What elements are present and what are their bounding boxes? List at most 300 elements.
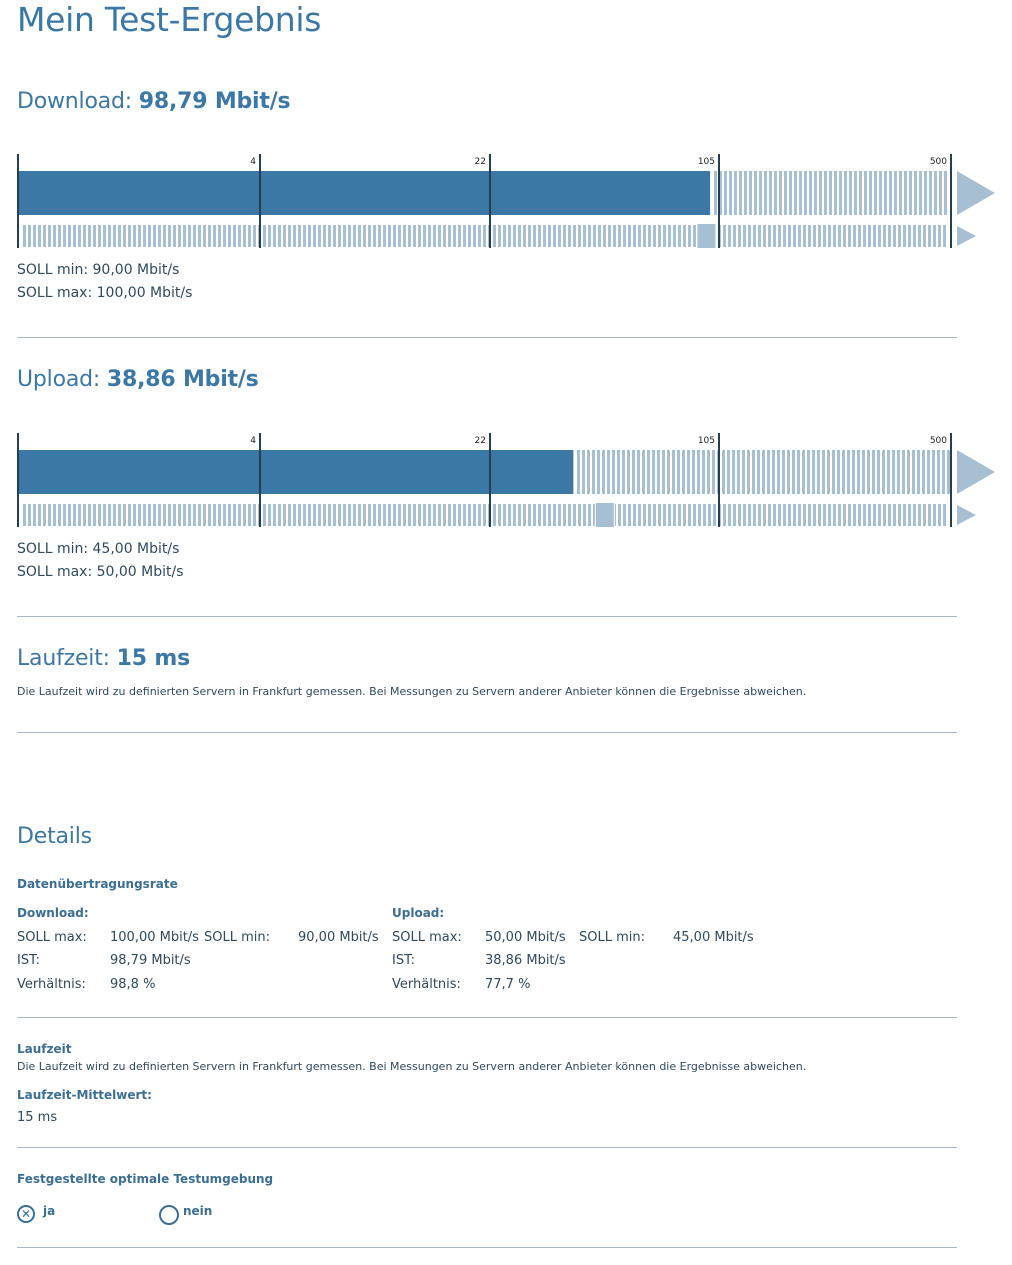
upload-track-hatch xyxy=(313,504,316,526)
download-track-hatch xyxy=(658,225,661,247)
download-tick-line xyxy=(718,154,720,248)
download-track-hatch xyxy=(748,225,751,247)
download-track-hatch xyxy=(298,225,301,247)
upload-bar-hatch xyxy=(762,450,765,494)
download-track-hatch xyxy=(878,225,881,247)
download-track-hatch xyxy=(48,225,51,247)
download-track-hatch xyxy=(548,225,551,247)
upload-track-hatch xyxy=(858,504,861,526)
download-bar-hatch xyxy=(729,171,732,215)
download-track-hatch xyxy=(603,225,606,247)
upload-bar-hatch xyxy=(772,450,775,494)
upload-track-hatch xyxy=(58,504,61,526)
download-bar-hatch xyxy=(774,171,777,215)
upload-track-hatch xyxy=(708,504,711,526)
upload-track-hatch xyxy=(918,504,921,526)
upload-track-hatch xyxy=(413,504,416,526)
upload-bar-hatch xyxy=(892,450,895,494)
upload-soll-range-marker xyxy=(596,503,614,527)
download-track-hatch xyxy=(453,225,456,247)
upload-track-hatch xyxy=(623,504,626,526)
download-track-hatch xyxy=(628,225,631,247)
download-measured-bar xyxy=(18,171,710,215)
upload-tick-label: 105 xyxy=(697,436,715,446)
upload-bar-hatch xyxy=(917,450,920,494)
download-tick-line xyxy=(950,154,952,248)
details-download-soll-max-label: SOLL max: xyxy=(17,930,87,945)
divider xyxy=(17,1247,957,1248)
download-track-hatch xyxy=(803,225,806,247)
upload-track-hatch xyxy=(543,504,546,526)
download-bar-hatch xyxy=(909,171,912,215)
download-track-hatch xyxy=(513,225,516,247)
download-bar-hatch xyxy=(854,171,857,215)
upload-gauge xyxy=(0,429,1012,534)
upload-track-hatch xyxy=(758,504,761,526)
upload-bar-hatch xyxy=(837,450,840,494)
upload-track-hatch xyxy=(433,504,436,526)
upload-tick-line xyxy=(489,433,491,527)
upload-track-hatch xyxy=(913,504,916,526)
upload-bar-hatch xyxy=(707,450,710,494)
upload-track-hatch xyxy=(273,504,276,526)
upload-bar-hatch xyxy=(692,450,695,494)
download-track-hatch xyxy=(43,225,46,247)
upload-track-hatch xyxy=(153,504,156,526)
upload-bar-hatch xyxy=(597,450,600,494)
upload-track-hatch xyxy=(468,504,471,526)
upload-track-hatch xyxy=(343,504,346,526)
download-bar-hatch xyxy=(734,171,737,215)
upload-track-hatch xyxy=(188,504,191,526)
latency-heading xyxy=(17,646,190,671)
upload-track-hatch xyxy=(778,504,781,526)
upload-track-hatch xyxy=(693,504,696,526)
download-track-hatch xyxy=(648,225,651,247)
download-track-hatch xyxy=(33,225,36,247)
download-track-hatch xyxy=(293,225,296,247)
radio-nein-circle[interactable] xyxy=(159,1205,179,1225)
download-track-hatch xyxy=(583,225,586,247)
download-track-hatch xyxy=(793,225,796,247)
radio-option-nein[interactable] xyxy=(159,1203,239,1227)
download-track-hatch xyxy=(138,225,141,247)
upload-track-hatch xyxy=(668,504,671,526)
upload-bar-hatch xyxy=(697,450,700,494)
download-track-hatch xyxy=(578,225,581,247)
download-track-hatch xyxy=(483,225,486,247)
download-track-hatch xyxy=(813,225,816,247)
download-bar-hatch xyxy=(894,171,897,215)
upload-track-hatch xyxy=(308,504,311,526)
upload-track-hatch xyxy=(438,504,441,526)
upload-label: Upload: xyxy=(17,367,101,392)
upload-track-hatch xyxy=(533,504,536,526)
download-bar-hatch xyxy=(859,171,862,215)
download-track-hatch xyxy=(558,225,561,247)
upload-tick-label: 500 xyxy=(929,436,947,446)
download-bar-hatch xyxy=(789,171,792,215)
upload-bar-hatch xyxy=(797,450,800,494)
environment-title: Festgestellte optimale Testumgebung xyxy=(17,1172,274,1186)
upload-track-hatch xyxy=(358,504,361,526)
download-track-hatch xyxy=(758,225,761,247)
upload-bar-hatch xyxy=(912,450,915,494)
download-bar-hatch xyxy=(769,171,772,215)
download-track-hatch xyxy=(873,225,876,247)
download-track-hatch xyxy=(213,225,216,247)
upload-bar-hatch xyxy=(812,450,815,494)
download-track-hatch xyxy=(163,225,166,247)
upload-bar-hatch xyxy=(887,450,890,494)
download-track-hatch xyxy=(403,225,406,247)
upload-track-hatch xyxy=(183,504,186,526)
download-track-hatch xyxy=(633,225,636,247)
download-track-hatch xyxy=(858,225,861,247)
upload-track-hatch xyxy=(843,504,846,526)
radio-option-ja[interactable] xyxy=(17,1203,97,1227)
download-track-hatch xyxy=(543,225,546,247)
download-track-hatch xyxy=(68,225,71,247)
upload-track-hatch xyxy=(903,504,906,526)
upload-track-hatch xyxy=(363,504,366,526)
upload-track-hatch xyxy=(228,504,231,526)
download-track-hatch xyxy=(808,225,811,247)
upload-bar-hatch xyxy=(602,450,605,494)
upload-track-hatch xyxy=(483,504,486,526)
upload-track-hatch xyxy=(828,504,831,526)
download-track-hatch xyxy=(883,225,886,247)
download-track-hatch xyxy=(653,225,656,247)
upload-bar-hatch xyxy=(792,450,795,494)
upload-track-hatch xyxy=(683,504,686,526)
download-track-hatch xyxy=(553,225,556,247)
upload-track-hatch xyxy=(68,504,71,526)
download-track-hatch xyxy=(323,225,326,247)
upload-bar-hatch xyxy=(902,450,905,494)
download-bar-hatch xyxy=(809,171,812,215)
page-title: Mein Test-Ergebnis xyxy=(17,0,322,39)
upload-bar-hatch xyxy=(802,450,805,494)
upload-track-hatch xyxy=(168,504,171,526)
upload-track-hatch xyxy=(748,504,751,526)
download-track-hatch xyxy=(303,225,306,247)
download-tick-label: 500 xyxy=(929,157,947,167)
download-track-hatch xyxy=(768,225,771,247)
upload-bar-hatch xyxy=(842,450,845,494)
download-track-hatch xyxy=(28,225,31,247)
download-track-hatch xyxy=(918,225,921,247)
upload-bar-hatch xyxy=(862,450,865,494)
download-track-hatch xyxy=(613,225,616,247)
details-download-soll-min: 90,00 Mbit/s xyxy=(298,930,379,945)
download-track-hatch xyxy=(123,225,126,247)
upload-bar-hatch xyxy=(807,450,810,494)
upload-track-hatch xyxy=(678,504,681,526)
download-track-hatch xyxy=(93,225,96,247)
download-bar-hatch xyxy=(814,171,817,215)
upload-track-hatch xyxy=(878,504,881,526)
upload-track-hatch xyxy=(618,504,621,526)
upload-track-hatch xyxy=(298,504,301,526)
upload-track-hatch xyxy=(883,504,886,526)
latency-label: Laufzeit: xyxy=(17,646,110,671)
download-track-hatch xyxy=(838,225,841,247)
download-track-hatch xyxy=(58,225,61,247)
download-track-hatch xyxy=(73,225,76,247)
upload-track-hatch xyxy=(178,504,181,526)
upload-track-hatch xyxy=(268,504,271,526)
upload-arrow-track xyxy=(957,505,976,525)
upload-track-hatch xyxy=(793,504,796,526)
upload-track-hatch xyxy=(138,504,141,526)
upload-track-hatch xyxy=(768,504,771,526)
upload-track-hatch xyxy=(643,504,646,526)
upload-bar-hatch xyxy=(932,450,935,494)
upload-track-hatch xyxy=(848,504,851,526)
download-track-hatch xyxy=(563,225,566,247)
download-bar-hatch xyxy=(759,171,762,215)
download-track-hatch xyxy=(288,225,291,247)
upload-track-hatch xyxy=(703,504,706,526)
download-track-hatch xyxy=(638,225,641,247)
upload-bar-hatch xyxy=(662,450,665,494)
details-download-soll-max: 100,00 Mbit/s xyxy=(110,930,199,945)
upload-bar-hatch xyxy=(702,450,705,494)
download-arrow-track xyxy=(957,226,976,246)
download-track-hatch xyxy=(408,225,411,247)
download-track-hatch xyxy=(493,225,496,247)
upload-track-hatch xyxy=(428,504,431,526)
upload-tick-label: 4 xyxy=(250,436,256,446)
download-tick-line xyxy=(17,154,19,248)
upload-track-hatch xyxy=(938,504,941,526)
upload-track-hatch xyxy=(63,504,66,526)
upload-track-hatch xyxy=(328,504,331,526)
upload-track-hatch xyxy=(303,504,306,526)
upload-track-hatch xyxy=(38,504,41,526)
upload-track-hatch xyxy=(853,504,856,526)
upload-track-hatch xyxy=(728,504,731,526)
download-track-hatch xyxy=(273,225,276,247)
upload-track-hatch xyxy=(763,504,766,526)
upload-track-hatch xyxy=(93,504,96,526)
details-download-ratio: 98,8 % xyxy=(110,977,156,992)
download-track-hatch xyxy=(318,225,321,247)
upload-bar-hatch xyxy=(742,450,745,494)
download-track-hatch xyxy=(423,225,426,247)
upload-bar-hatch xyxy=(922,450,925,494)
upload-track-hatch xyxy=(408,504,411,526)
divider xyxy=(17,1017,957,1018)
upload-track-hatch xyxy=(333,504,336,526)
download-track-hatch xyxy=(473,225,476,247)
download-track-hatch xyxy=(88,225,91,247)
details-upload-ratio-label: Verhältnis: xyxy=(392,977,461,992)
upload-track-hatch xyxy=(198,504,201,526)
download-track-hatch xyxy=(368,225,371,247)
download-track-hatch xyxy=(923,225,926,247)
download-track-hatch xyxy=(913,225,916,247)
download-track-hatch xyxy=(378,225,381,247)
download-track-hatch xyxy=(438,225,441,247)
details-upload-ist-label: IST: xyxy=(392,953,415,968)
download-track-hatch xyxy=(443,225,446,247)
download-track-hatch xyxy=(63,225,66,247)
download-track-hatch xyxy=(83,225,86,247)
upload-tick-line xyxy=(17,433,19,527)
download-track-hatch xyxy=(278,225,281,247)
upload-bar-hatch xyxy=(592,450,595,494)
download-track-hatch xyxy=(728,225,731,247)
download-bar-hatch xyxy=(739,171,742,215)
upload-track-hatch xyxy=(248,504,251,526)
download-track-hatch xyxy=(113,225,116,247)
upload-bar-hatch xyxy=(632,450,635,494)
download-track-hatch xyxy=(328,225,331,247)
download-tick-label: 4 xyxy=(250,157,256,167)
download-track-hatch xyxy=(943,225,946,247)
download-bar-hatch xyxy=(864,171,867,215)
upload-track-hatch xyxy=(418,504,421,526)
upload-track-hatch xyxy=(573,504,576,526)
download-track-hatch xyxy=(848,225,851,247)
radio-checked-x-icon: ✕ xyxy=(20,1207,32,1221)
upload-track-hatch xyxy=(83,504,86,526)
download-track-hatch xyxy=(198,225,201,247)
download-value: 98,79 Mbit/s xyxy=(138,89,291,114)
download-track-hatch xyxy=(243,225,246,247)
download-track-hatch xyxy=(338,225,341,247)
download-track-hatch xyxy=(723,225,726,247)
upload-track-hatch xyxy=(263,504,266,526)
download-track-hatch xyxy=(478,225,481,247)
download-bar-hatch xyxy=(944,171,947,215)
upload-track-hatch xyxy=(103,504,106,526)
download-track-hatch xyxy=(238,225,241,247)
download-tick-label: 105 xyxy=(697,157,715,167)
upload-track-hatch xyxy=(933,504,936,526)
upload-bar-hatch xyxy=(682,450,685,494)
download-track-hatch xyxy=(518,225,521,247)
download-track-hatch xyxy=(538,225,541,247)
download-track-hatch xyxy=(743,225,746,247)
upload-track-hatch xyxy=(393,504,396,526)
upload-track-hatch xyxy=(493,504,496,526)
download-track-hatch xyxy=(593,225,596,247)
upload-bar-hatch xyxy=(657,450,660,494)
upload-track-hatch xyxy=(113,504,116,526)
download-track-hatch xyxy=(863,225,866,247)
upload-track-hatch xyxy=(388,504,391,526)
download-track-hatch xyxy=(523,225,526,247)
upload-track-hatch xyxy=(148,504,151,526)
download-track-hatch xyxy=(433,225,436,247)
download-bar-hatch xyxy=(879,171,882,215)
upload-track-hatch xyxy=(498,504,501,526)
download-bar-hatch xyxy=(844,171,847,215)
upload-track-hatch xyxy=(448,504,451,526)
download-bar-hatch xyxy=(794,171,797,215)
download-bar-hatch xyxy=(904,171,907,215)
upload-bar-hatch xyxy=(637,450,640,494)
upload-track-hatch xyxy=(508,504,511,526)
download-bar-hatch xyxy=(924,171,927,215)
upload-bar-hatch xyxy=(767,450,770,494)
divider xyxy=(17,337,957,338)
upload-bar-hatch xyxy=(867,450,870,494)
download-track-hatch xyxy=(663,225,666,247)
download-bar-hatch xyxy=(834,171,837,215)
upload-bar-hatch xyxy=(782,450,785,494)
upload-track-hatch xyxy=(23,504,26,526)
upload-value: 38,86 Mbit/s xyxy=(106,367,259,392)
upload-track-hatch xyxy=(203,504,206,526)
upload-track-hatch xyxy=(898,504,901,526)
download-track-hatch xyxy=(753,225,756,247)
upload-track-hatch xyxy=(628,504,631,526)
download-label: Download: xyxy=(17,89,132,114)
upload-bar-hatch xyxy=(607,450,610,494)
upload-track-hatch xyxy=(648,504,651,526)
upload-track-hatch xyxy=(373,504,376,526)
upload-bar-hatch xyxy=(727,450,730,494)
upload-soll-min: SOLL min: 45,00 Mbit/s xyxy=(17,541,180,557)
upload-track-hatch xyxy=(658,504,661,526)
upload-bar-hatch xyxy=(722,450,725,494)
details-upload-heading: Upload: xyxy=(392,906,445,920)
download-bar-hatch xyxy=(869,171,872,215)
download-track-hatch xyxy=(143,225,146,247)
upload-track-hatch xyxy=(513,504,516,526)
download-track-hatch xyxy=(393,225,396,247)
upload-track-hatch xyxy=(318,504,321,526)
radio-ja-circle[interactable] xyxy=(17,1205,35,1223)
details-latency-note: Die Laufzeit wird zu definierten Servern in Frankfurt gemessen. Bei Messungen zu Servern anderer Anbieter können die Ergebnisse abweichen. xyxy=(17,1060,807,1073)
download-track-hatch xyxy=(773,225,776,247)
details-upload-soll-min-label: SOLL min: xyxy=(579,930,645,945)
details-upload-ratio: 77,7 % xyxy=(485,977,531,992)
download-track-hatch xyxy=(798,225,801,247)
download-track-hatch xyxy=(183,225,186,247)
download-track-hatch xyxy=(788,225,791,247)
upload-track-hatch xyxy=(278,504,281,526)
download-track-hatch xyxy=(528,225,531,247)
download-track-hatch xyxy=(223,225,226,247)
download-bar-hatch xyxy=(714,171,717,215)
upload-track-hatch xyxy=(48,504,51,526)
download-bar-hatch xyxy=(829,171,832,215)
download-track-hatch xyxy=(208,225,211,247)
download-track-hatch xyxy=(823,225,826,247)
upload-bar-hatch xyxy=(942,450,945,494)
download-track-hatch xyxy=(833,225,836,247)
details-download-ist: 98,79 Mbit/s xyxy=(110,953,191,968)
upload-track-hatch xyxy=(193,504,196,526)
details-title: Details xyxy=(17,824,92,849)
upload-track-hatch xyxy=(548,504,551,526)
download-track-hatch xyxy=(618,225,621,247)
upload-tick-label: 22 xyxy=(474,436,486,446)
download-gauge xyxy=(0,150,1012,255)
upload-track-hatch xyxy=(378,504,381,526)
upload-bar-hatch xyxy=(927,450,930,494)
upload-track-hatch xyxy=(288,504,291,526)
details-download-ist-label: IST: xyxy=(17,953,40,968)
upload-track-hatch xyxy=(348,504,351,526)
download-bar-hatch xyxy=(724,171,727,215)
upload-track-hatch xyxy=(368,504,371,526)
